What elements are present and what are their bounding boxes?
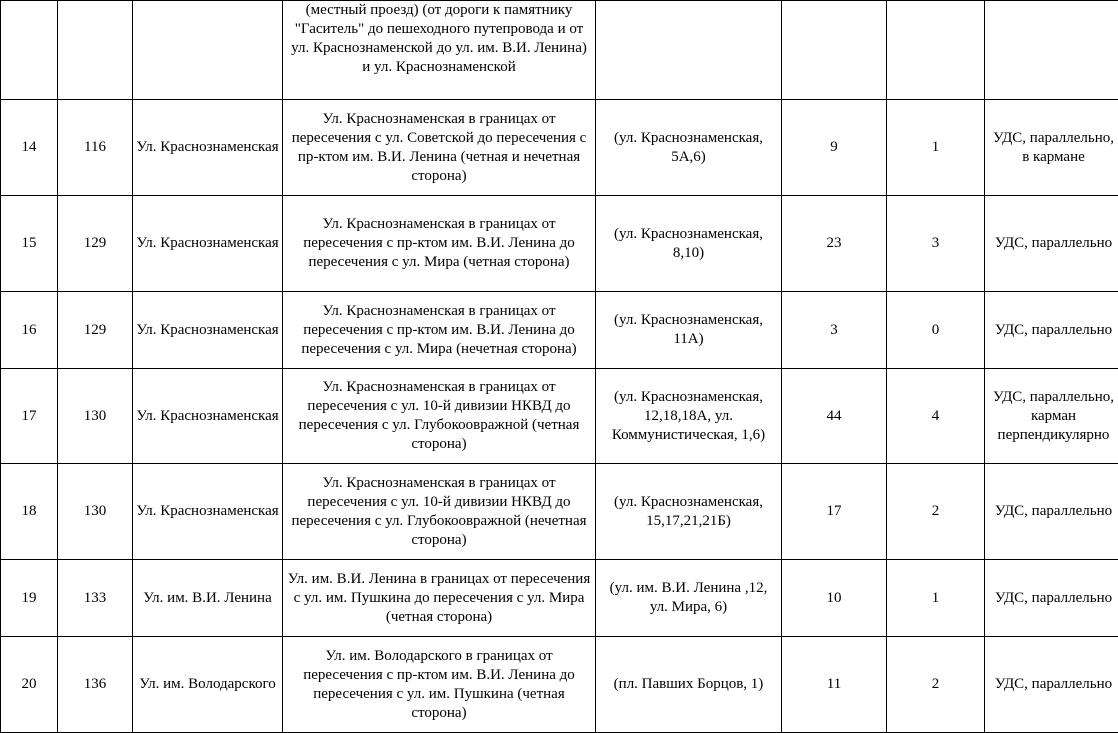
address-cell: (ул. им. В.И. Ленина ,12, ул. Мира, 6) [596,560,782,637]
street-cell: Ул. Краснознаменская [133,369,283,464]
placement-type-cell: УДС, параллельно [985,292,1118,369]
row-number-cell [1,1,58,100]
table-row [1,196,1118,292]
spaces-count-cell: 23 [782,196,887,292]
street-cell: Ул. Краснознаменская [133,100,283,196]
table-row [1,1,1118,100]
placement-type-cell [985,1,1118,100]
street-cell: Ул. Краснознаменская [133,292,283,369]
description-cell: (местный проезд) (от дороги к памятнику "Гаситель" до пешеходного путепровода и от ул. Краснознаменской до ул. им. В.И. Ленина) и ул. Краснознаменской [283,1,596,100]
street-cell: Ул. Краснознаменская [133,196,283,292]
address-cell: (ул. Краснознаменская, 12,18,18А, ул. Коммунистическая, 1,6) [596,369,782,464]
code-cell [58,1,133,100]
address-cell: (ул. Краснознаменская, 8,10) [596,196,782,292]
description-cell: Ул. Краснознаменская в границах от пересечения с ул. Советской до пересечения с пр-ктом им. В.И. Ленина (четная и нечетная сторона) [283,100,596,196]
disabled-spaces-cell: 4 [887,369,985,464]
table-row [1,100,1118,196]
description-cell: Ул. Краснознаменская в границах от пересечения с пр-ктом им. В.И. Ленина до пересечения с ул. Мира (нечетная сторона) [283,292,596,369]
row-number-cell: 19 [1,560,58,637]
row-number-cell: 18 [1,464,58,560]
description-cell: Ул. Краснознаменская в границах от пересечения с пр-ктом им. В.И. Ленина до пересечения с ул. Мира (четная сторона) [283,196,596,292]
description-cell: Ул. им. В.И. Ленина в границах от пересечения с ул. им. Пушкина до пересечения с ул. Мира (четная сторона) [283,560,596,637]
disabled-spaces-cell [887,1,985,100]
code-cell: 116 [58,100,133,196]
placement-type-cell: УДС, параллельно [985,464,1118,560]
spaces-count-cell: 10 [782,560,887,637]
table-row [1,369,1118,464]
row-number-cell: 20 [1,637,58,733]
code-cell: 133 [58,560,133,637]
spaces-count-cell [782,1,887,100]
row-number-cell: 14 [1,100,58,196]
spaces-count-cell: 44 [782,369,887,464]
spaces-count-cell: 3 [782,292,887,369]
address-cell: (ул. Краснознаменская, 11А) [596,292,782,369]
row-number-cell: 16 [1,292,58,369]
table-row [1,637,1118,733]
address-cell [596,1,782,100]
placement-type-cell: УДС, параллельно [985,560,1118,637]
street-cell: Ул. им. Володарского [133,637,283,733]
disabled-spaces-cell: 2 [887,637,985,733]
placement-type-cell: УДС, параллельно, в кармане [985,100,1118,196]
street-cell: Ул. им. В.И. Ленина [133,560,283,637]
row-number-cell: 15 [1,196,58,292]
table-row [1,292,1118,369]
placement-type-cell: УДС, параллельно, карман перпендикулярно [985,369,1118,464]
spaces-count-cell: 11 [782,637,887,733]
code-cell: 130 [58,369,133,464]
disabled-spaces-cell: 3 [887,196,985,292]
disabled-spaces-cell: 2 [887,464,985,560]
disabled-spaces-cell: 1 [887,100,985,196]
code-cell: 129 [58,196,133,292]
address-cell: (ул. Краснознаменская, 15,17,21,21Б) [596,464,782,560]
spaces-count-cell: 9 [782,100,887,196]
street-cell [133,1,283,100]
code-cell: 129 [58,292,133,369]
description-cell: Ул. им. Володарского в границах от пересечения с пр-ктом им. В.И. Ленина до пересечения с ул. им. Пушкина (четная сторона) [283,637,596,733]
spaces-count-cell: 17 [782,464,887,560]
description-cell: Ул. Краснознаменская в границах от пересечения с ул. 10-й дивизии НКВД до пересечения с ул. Глубокоовражной (четная сторона) [283,369,596,464]
row-number-cell: 17 [1,369,58,464]
placement-type-cell: УДС, параллельно [985,637,1118,733]
address-cell: (ул. Краснознаменская, 5А,6) [596,100,782,196]
code-cell: 130 [58,464,133,560]
disabled-spaces-cell: 0 [887,292,985,369]
table-row [1,560,1118,637]
description-cell: Ул. Краснознаменская в границах от пересечения с ул. 10-й дивизии НКВД до пересечения с ул. Глубокоовражной (нечетная сторона) [283,464,596,560]
table-row [1,464,1118,560]
code-cell: 136 [58,637,133,733]
street-cell: Ул. Краснознаменская [133,464,283,560]
address-cell: (пл. Павших Борцов, 1) [596,637,782,733]
placement-type-cell: УДС, параллельно [985,196,1118,292]
disabled-spaces-cell: 1 [887,560,985,637]
